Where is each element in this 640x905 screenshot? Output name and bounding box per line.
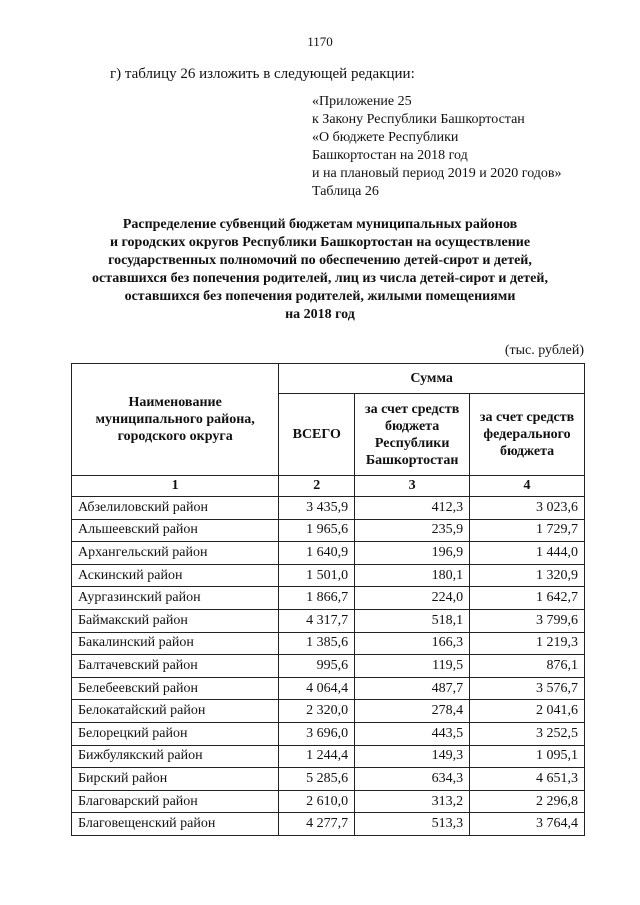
district-name-cell: Благовещенский район <box>72 813 279 836</box>
total-cell: 2 320,0 <box>279 700 355 723</box>
rb-budget-cell: 149,3 <box>355 745 470 768</box>
district-name-cell: Белокатайский район <box>72 700 279 723</box>
federal-budget-cell: 3 799,6 <box>470 609 585 632</box>
rb-budget-cell: 518,1 <box>355 609 470 632</box>
rb-budget-cell: 487,7 <box>355 677 470 700</box>
federal-budget-cell: 3 576,7 <box>470 677 585 700</box>
total-cell: 3 435,9 <box>279 497 355 520</box>
rb-budget-cell: 224,0 <box>355 587 470 610</box>
header-name: Наименование муниципального района, городского округа <box>72 364 279 476</box>
total-cell: 995,6 <box>279 655 355 678</box>
district-name-cell: Аскинский район <box>72 564 279 587</box>
total-cell: 1 640,9 <box>279 542 355 565</box>
table-row <box>72 745 585 768</box>
rb-budget-cell: 412,3 <box>355 497 470 520</box>
rb-budget-cell: 235,9 <box>355 519 470 542</box>
units-label: (тыс. рублей) <box>504 343 584 358</box>
federal-budget-cell: 1 642,7 <box>470 587 585 610</box>
subsidy-table <box>71 363 585 836</box>
appendix-reference <box>312 93 562 201</box>
table-row <box>72 655 585 678</box>
table-row <box>72 564 585 587</box>
title-line: оставшихся без попечения родителей, лиц из числа детей-сирот и детей, <box>92 271 548 286</box>
federal-budget-cell: 1 219,3 <box>470 632 585 655</box>
appendix-line: и на плановый период 2019 и 2020 годов» <box>312 166 562 181</box>
table-row <box>72 700 585 723</box>
federal-budget-cell: 3 023,6 <box>470 497 585 520</box>
federal-budget-cell: 1 729,7 <box>470 519 585 542</box>
document-title <box>60 216 580 324</box>
federal-budget-cell: 2 041,6 <box>470 700 585 723</box>
table-row <box>72 542 585 565</box>
table-row <box>72 609 585 632</box>
rb-budget-cell: 180,1 <box>355 564 470 587</box>
appendix-line: «Приложение 25 <box>312 94 412 109</box>
header-sum: Сумма <box>279 364 585 394</box>
title-line: Распределение субвенций бюджетам муниципальных районов <box>122 217 518 232</box>
total-cell: 3 696,0 <box>279 722 355 745</box>
rb-budget-cell: 313,2 <box>355 790 470 813</box>
total-cell: 4 317,7 <box>279 609 355 632</box>
appendix-line: Башкортостан на 2018 год <box>312 148 468 163</box>
district-name-cell: Белорецкий район <box>72 722 279 745</box>
total-cell: 1 965,6 <box>279 519 355 542</box>
appendix-line: к Закону Республики Башкортостан <box>312 112 525 127</box>
table-row <box>72 677 585 700</box>
rb-budget-cell: 634,3 <box>355 768 470 791</box>
district-name-cell: Альшеевский район <box>72 519 279 542</box>
table-row <box>72 497 585 520</box>
rb-budget-cell: 278,4 <box>355 700 470 723</box>
table-row <box>72 632 585 655</box>
district-name-cell: Бижбулякский район <box>72 745 279 768</box>
intro-text: г) таблицу 26 изложить в следующей редакции: <box>110 66 415 82</box>
column-number: 1 <box>72 476 279 497</box>
district-name-cell: Баймакский район <box>72 609 279 632</box>
column-number: 2 <box>279 476 355 497</box>
rb-budget-cell: 166,3 <box>355 632 470 655</box>
district-name-cell: Архангельский район <box>72 542 279 565</box>
federal-budget-cell: 1 444,0 <box>470 542 585 565</box>
total-cell: 5 285,6 <box>279 768 355 791</box>
federal-budget-cell: 1 095,1 <box>470 745 585 768</box>
district-name-cell: Благоварский район <box>72 790 279 813</box>
federal-budget-cell: 2 296,8 <box>470 790 585 813</box>
table-row <box>72 587 585 610</box>
district-name-cell: Абзелиловский район <box>72 497 279 520</box>
rb-budget-cell: 119,5 <box>355 655 470 678</box>
header-federal-budget: за счет средств федерального бюджета <box>470 394 585 476</box>
total-cell: 4 064,4 <box>279 677 355 700</box>
total-cell: 4 277,7 <box>279 813 355 836</box>
title-line: и городских округов Республики Башкортостан на осуществление <box>109 235 531 250</box>
header-rb-budget: за счет средств бюджета Республики Башкортостан <box>355 394 470 476</box>
header-total: ВСЕГО <box>279 394 355 476</box>
federal-budget-cell: 4 651,3 <box>470 768 585 791</box>
column-number: 3 <box>355 476 470 497</box>
federal-budget-cell: 3 764,4 <box>470 813 585 836</box>
total-cell: 2 610,0 <box>279 790 355 813</box>
table-row <box>72 790 585 813</box>
appendix-line: «О бюджете Республики <box>312 130 459 145</box>
table-row <box>72 813 585 836</box>
column-number: 4 <box>470 476 585 497</box>
total-cell: 1 501,0 <box>279 564 355 587</box>
table-row <box>72 519 585 542</box>
appendix-line: Таблица 26 <box>312 184 379 199</box>
rb-budget-cell: 196,9 <box>355 542 470 565</box>
federal-budget-cell: 1 320,9 <box>470 564 585 587</box>
district-name-cell: Аургазинский район <box>72 587 279 610</box>
total-cell: 1 244,4 <box>279 745 355 768</box>
federal-budget-cell: 3 252,5 <box>470 722 585 745</box>
table-row <box>72 722 585 745</box>
title-line: оставшихся без попечения родителей, жилыми помещениями <box>124 289 516 304</box>
district-name-cell: Балтачевский район <box>72 655 279 678</box>
title-line: государственных полномочий по обеспечению детей-сирот и детей, <box>108 253 532 268</box>
federal-budget-cell: 876,1 <box>470 655 585 678</box>
total-cell: 1 385,6 <box>279 632 355 655</box>
table-row <box>72 768 585 791</box>
district-name-cell: Белебеевский район <box>72 677 279 700</box>
district-name-cell: Бирский район <box>72 768 279 791</box>
total-cell: 1 866,7 <box>279 587 355 610</box>
page-number: 1170 <box>307 34 333 49</box>
rb-budget-cell: 513,3 <box>355 813 470 836</box>
title-line: на 2018 год <box>285 307 355 322</box>
district-name-cell: Бакалинский район <box>72 632 279 655</box>
rb-budget-cell: 443,5 <box>355 722 470 745</box>
